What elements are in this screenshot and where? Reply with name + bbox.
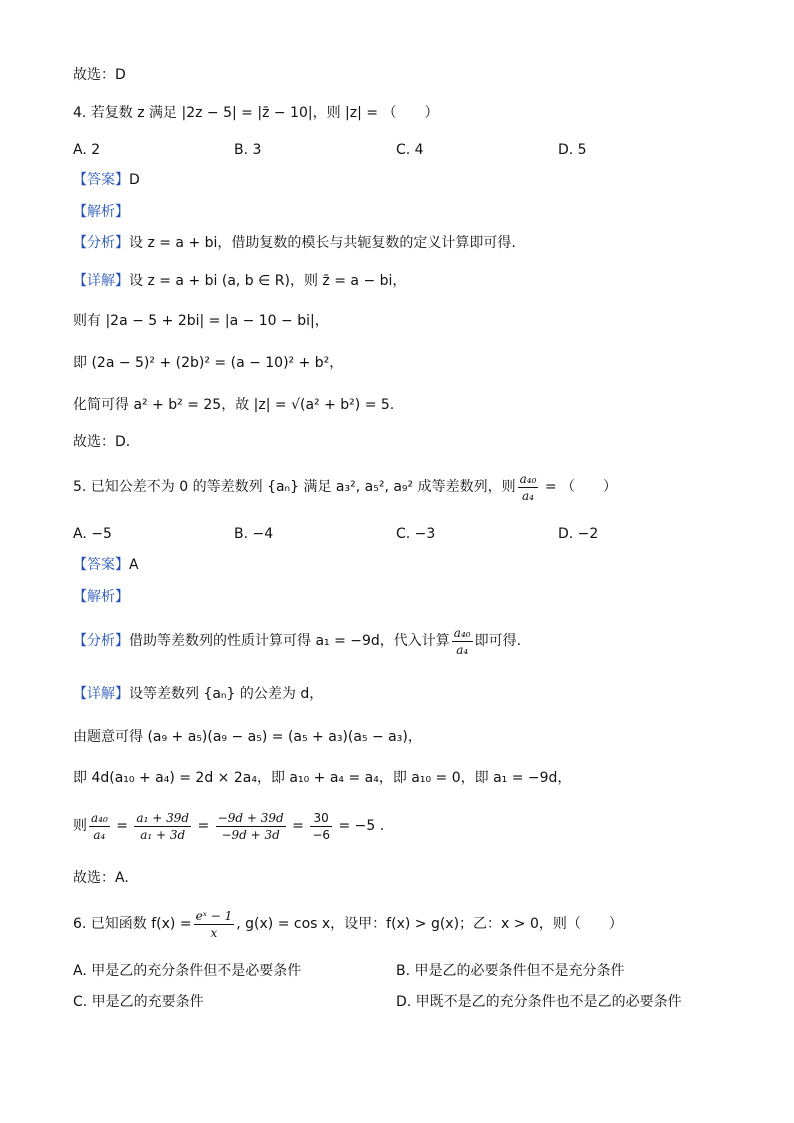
q6-stem xyxy=(73,906,623,942)
q4-option-c: C. 4 xyxy=(396,142,424,158)
fenxi-post: 即可得. xyxy=(474,633,522,649)
q5-fenxi xyxy=(73,624,521,658)
q5-final-tail: = −5 . xyxy=(338,818,385,834)
q5-stem-den: a₄ xyxy=(522,488,534,503)
q6-option-c: C. 甲是乙的充要条件 xyxy=(73,994,204,1010)
detail-tag: 【详解】 xyxy=(73,686,129,702)
fenxi-tag: 【分析】 xyxy=(73,235,129,251)
detail-text: 设等差数列 {aₙ} 的公差为 d， xyxy=(129,686,324,702)
q5-final-frac-4 xyxy=(310,810,332,843)
q5-conclusion: 故选：A. xyxy=(73,870,129,886)
q6-stem-post: , g(x) = cos x，设甲：f(x) > g(x)；乙：x > 0，则（ ） xyxy=(236,916,623,932)
answer-tag: 【答案】 xyxy=(73,557,129,573)
q5-option-a: A. −5 xyxy=(73,526,112,542)
q5-final-frac-1-num: a₄₀ xyxy=(91,810,108,825)
q6-stem-den: x xyxy=(210,925,218,940)
fenxi-text: 借助等差数列的性质计算可得 a₁ = −9d，代入计算 xyxy=(129,633,450,649)
q4-fenxi xyxy=(73,233,516,253)
q5-final-frac-4-num: 30 xyxy=(310,810,332,827)
q6-option-a: A. 甲是乙的充分条件但不是必要条件 xyxy=(73,963,302,979)
q4-answer xyxy=(73,170,140,190)
q5-final-frac-2 xyxy=(134,810,191,843)
q5-final-frac-3-den: −9d + 3d xyxy=(221,827,280,842)
fenxi-tag: 【分析】 xyxy=(73,633,129,649)
q4-option-d: D. 5 xyxy=(558,142,587,158)
q5-final-frac-1-den: a₄ xyxy=(93,827,106,842)
q4-detail xyxy=(73,271,406,291)
q6-stem-fraction xyxy=(194,908,235,941)
q5-final-pre: 则 xyxy=(73,818,87,834)
q5-final-frac-2-den: a₁ + 3d xyxy=(140,827,186,842)
q4-conclusion: 故选：D. xyxy=(73,434,131,450)
q5-stem-pre: 5. 已知公差不为 0 的等差数列 {aₙ} 满足 a₃², a₅², a₉² 成等差数列，则 xyxy=(73,479,516,495)
q5-analysis-tag xyxy=(73,587,129,607)
q6-stem-num: eˣ − 1 xyxy=(195,908,233,923)
q4-option-b: B. 3 xyxy=(234,142,262,158)
q6-option-b: B. 甲是乙的必要条件但不是充分条件 xyxy=(396,963,625,979)
detail-text: 设 z = a + bi (a, b ∈ R)，则 z̄ = a − bi， xyxy=(129,273,407,289)
q5-detail xyxy=(73,684,323,704)
q5-option-c: C. −3 xyxy=(396,526,436,542)
prev-answer-line: 故选：D xyxy=(73,67,126,83)
q5-option-d: D. −2 xyxy=(558,526,599,542)
q5-final-frac-4-den: −6 xyxy=(312,827,331,842)
q5-stem-post: = （ ） xyxy=(540,479,618,495)
analysis-tag: 【解析】 xyxy=(73,589,129,605)
q5-final-frac-2-num: a₁ + 39d xyxy=(136,810,190,825)
q5-final-frac-3-num: −9d + 39d xyxy=(217,810,284,825)
q4-step-1: 则有 |2a − 5 + 2bi| = |a − 10 − bi|， xyxy=(73,313,329,329)
q5-answer xyxy=(73,555,139,575)
fenxi-text: 设 z = a + bi，借助复数的模长与共轭复数的定义计算即可得. xyxy=(129,235,516,251)
q6-option-d: D. 甲既不是乙的充分条件也不是乙的必要条件 xyxy=(396,994,682,1010)
detail-tag: 【详解】 xyxy=(73,273,129,289)
q4-step-3: 化简可得 a² + b² = 25，故 |z| = √(a² + b²) = 5. xyxy=(73,397,395,413)
answer-value: D xyxy=(129,172,140,188)
q5-final: 则 $\frac{\text{a₄₀}}{\text{a₄}}$ = $\frac{\text{a₁ + 39d}}{\text{a₁ + 3d}}$ = $\frac{-9d + 39d}{-9d + 3d}$ = $\frac{30}{-6}$ = −5 . xyxy=(73,810,385,842)
answer-tag: 【答案】 xyxy=(73,172,129,188)
q5-step-1: 由题意可得 (a₉ + a₅)(a₉ − a₅) = (a₅ + a₃)(a₅ − a₃)， xyxy=(73,729,422,745)
q5-step-2: 即 4d(a₁₀ + a₄) = 2d × 2a₄，即 a₁₀ + a₄ = a₄，即 a₁₀ = 0，即 a₁ = −9d， xyxy=(73,770,572,786)
q5-fenxi-fraction xyxy=(452,625,473,658)
answer-value: A xyxy=(129,557,139,573)
q5-stem xyxy=(73,470,617,504)
q5-fenxi-den: a₄ xyxy=(456,642,469,657)
q5-stem-fraction xyxy=(518,471,539,504)
q5-final-frac-1 xyxy=(89,810,110,843)
q4-option-a: A. 2 xyxy=(73,142,101,158)
q5-final-frac-3 xyxy=(216,810,286,843)
q6-stem-pre: 6. 已知函数 f(x) = xyxy=(73,916,192,932)
analysis-tag: 【解析】 xyxy=(73,204,129,220)
q5-fenxi-num: a₄₀ xyxy=(453,625,471,640)
q4-stem: 4. 若复数 z 满足 |2z − 5| = |z̄ − 10|，则 |z| = （ ） xyxy=(73,105,439,121)
q5-stem-num: a₄₀ xyxy=(519,471,537,486)
q5-option-b: B. −4 xyxy=(234,526,274,542)
q4-analysis-tag xyxy=(73,202,129,222)
q4-step-2: 即 (2a − 5)² + (2b)² = (a − 10)² + b²， xyxy=(73,355,344,371)
